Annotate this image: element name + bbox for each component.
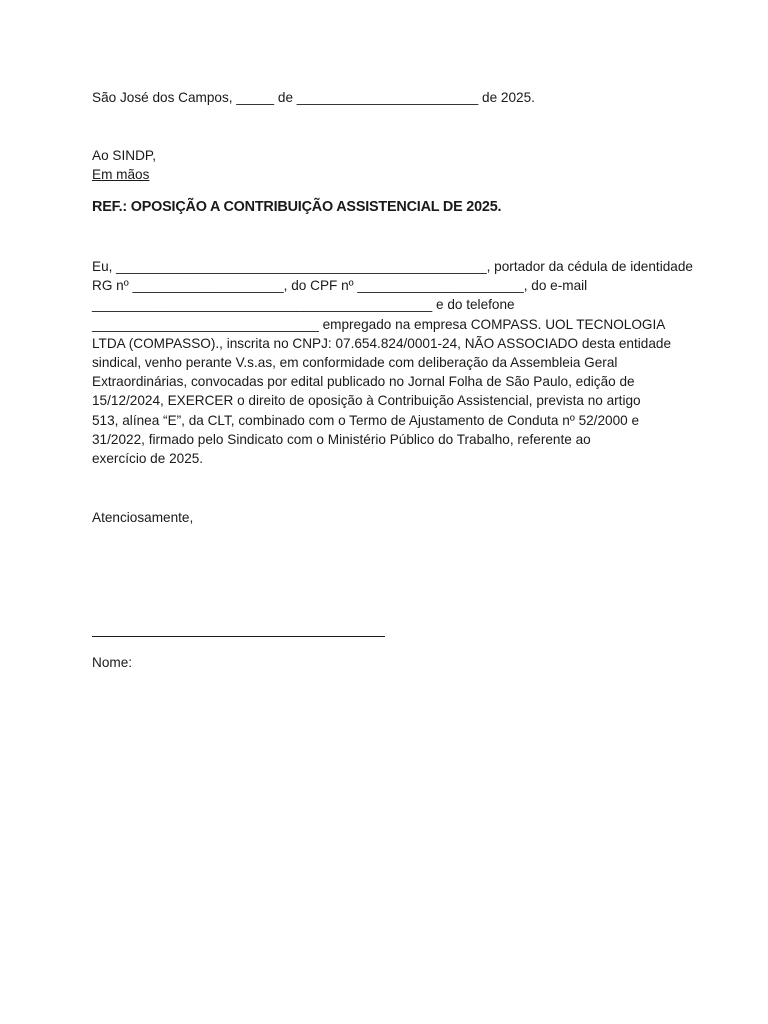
closing: Atenciosamente, xyxy=(92,510,194,525)
recipient: Ao SINDP, xyxy=(92,148,156,163)
date-line: São José dos Campos, _____ de ________________________ de 2025. xyxy=(92,90,535,105)
body-line: sindical, venho perante V.s.as, em conformidade com deliberação da Assembleia Geral xyxy=(92,355,618,371)
body-line: ______________________________ empregado na empresa COMPASS. UOL TECNOLOGIA xyxy=(92,316,666,332)
body-line: 15/12/2024, EXERCER o direito de oposição à Contribuição Assistencial, prevista no artigo xyxy=(92,393,641,409)
delivery-note: Em mãos xyxy=(92,167,150,182)
signature-line xyxy=(92,636,385,637)
reference-heading: REF.: OPOSIÇÃO A CONTRIBUIÇÃO ASSISTENCIAL DE 2025. xyxy=(92,199,502,215)
body-line: 513, alínea “E”, da CLT, combinado com o Termo de Ajustamento de Conduta nº 52/2000 e xyxy=(92,412,640,428)
body-line: Extraordinárias, convocadas por edital publicado no Jornal Folha de São Paulo, edição de xyxy=(92,374,635,390)
body-line: LTDA (COMPASSO)., inscrita no CNPJ: 07.654.824/0001-24, NÃO ASSOCIADO desta entidade xyxy=(92,335,672,351)
body-line: exercício de 2025. xyxy=(92,451,204,467)
body-line: 31/2022, firmado pelo Sindicato com o Ministério Público do Trabalho, referente ao xyxy=(92,431,591,447)
name-label: Nome: xyxy=(92,655,133,670)
body-line: RG nº ____________________, do CPF nº ______________________, do e-mail xyxy=(92,278,588,294)
letter-body xyxy=(92,257,693,468)
body-line: _____________________________________________ e do telefone xyxy=(92,297,515,313)
body-line: Eu, _________________________________________________, portador da cédula de identidade xyxy=(92,259,693,274)
